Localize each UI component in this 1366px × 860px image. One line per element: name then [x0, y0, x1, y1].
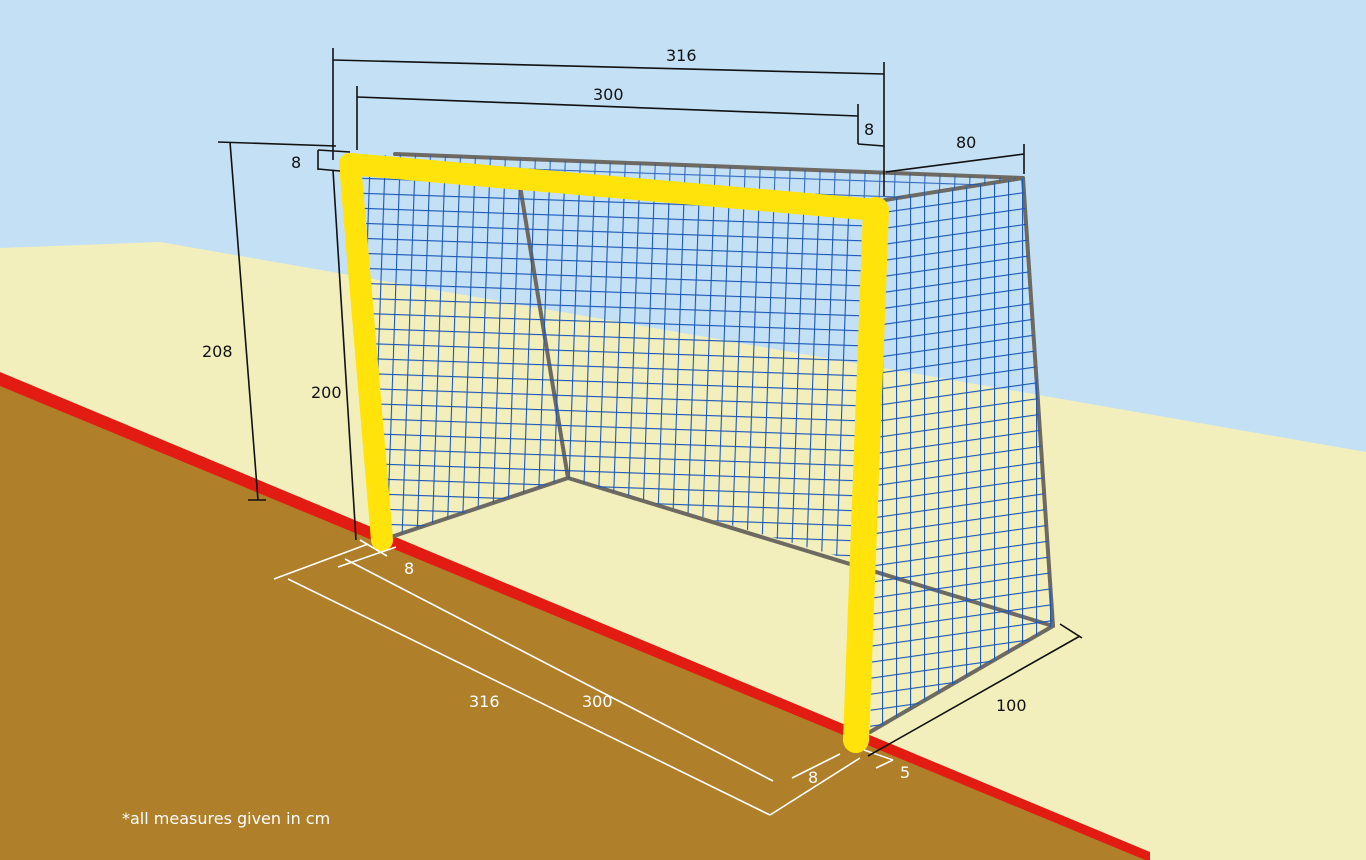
label-post-width-left: 8 [291, 153, 302, 172]
label-post-width-floor-right: 8 [808, 768, 819, 787]
label-outer-height: 208 [202, 342, 233, 361]
label-inner-width-floor: 300 [582, 692, 613, 711]
label-inner-width-top: 300 [593, 85, 624, 104]
measure-note: *all measures given in cm [122, 809, 331, 828]
label-post-width-floor-left: 8 [404, 559, 415, 578]
label-outer-width-floor: 316 [469, 692, 500, 711]
label-inner-height: 200 [311, 383, 342, 402]
label-line-offset: 5 [900, 763, 911, 782]
label-outer-width-top: 316 [666, 46, 697, 65]
label-depth-floor: 100 [996, 696, 1027, 715]
label-post-width-top: 8 [864, 120, 875, 139]
label-depth-top: 80 [956, 133, 977, 152]
